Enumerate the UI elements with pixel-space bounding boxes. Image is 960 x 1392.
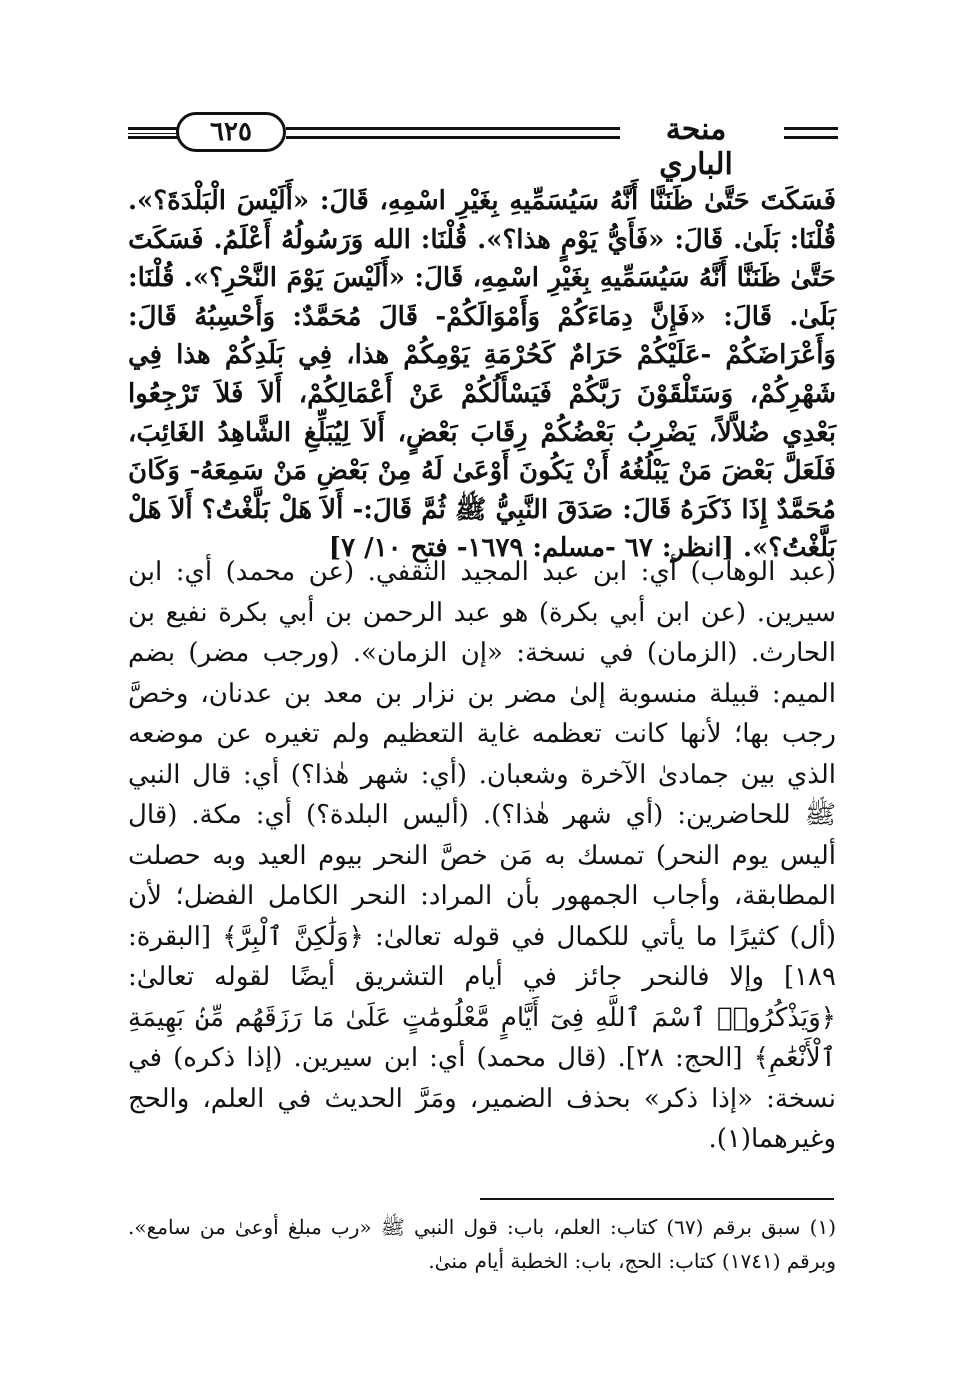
book-title: منحة الباري [659, 112, 733, 182]
commentary-text-block [128, 552, 836, 1160]
footnotes-block [128, 1210, 836, 1278]
running-header [128, 108, 838, 182]
hadith-text-block [128, 182, 836, 568]
header-rule-right [784, 127, 838, 139]
footnote-1: (١) سبق برقم (٦٧) كتاب: العلم، باب: قول النبي ﷺ «رب مبلغ أوعىٰ من سامع». وبرقم (١٧٤١) كتاب: الحج، باب: الخطبة أيام منىٰ. [128, 1215, 836, 1273]
page-number-badge [176, 112, 286, 152]
commentary-paragraph: (عبد الوهاب) أي: ابن عبد المجيد الثقفي. (عن محمد) أي: ابن سيرين. (عن ابن أبي بكرة) هو عبد الرحمن بن أبي بكرة نفيع بن الحارث. (الزمان) في نسخة: «إن الزمان». (ورجب مضر) بضم الميم: قبيلة منسوبة إلىٰ مضر بن نزار بن معد بن عدنان، وخصَّ رجب بها؛ لأنها كانت تعظمه غاية التعظيم ولم تغيره عن موضعه الذي بين جمادىٰ الآخرة وشعبان. (أي: شهر هٰذا؟) أي: قال النبي ﷺ للحاضرين: (أي شهر هٰذا؟). (أليس البلدة؟) أي: مكة. (قال أليس يوم النحر) تمسك به مَن خصَّ النحر بيوم العيد وبه حصلت المطابقة، وأجاب الجمهور بأن المراد: النحر الكامل الفضل؛ لأن (أل) كثيرًا ما يأتي للكمال في قوله تعالىٰ: ﴿وَلَٰكِنَّ ٱلْبِرَّ﴾ [البقرة: ١٨٩] وإلا فالنحر جائز في أيام التشريق أيضًا لقوله تعالىٰ: ﴿وَيَذْكُرُوا۟ ٱسْمَ ٱللَّهِ فِىٓ أَيَّامٍ مَّعْلُومَٰتٍ عَلَىٰ مَا رَزَقَهُم مِّنۢ بَهِيمَةِ ٱلْأَنْعَٰمِ﴾ [الحج: ٢٨]. (قال محمد) أي: ابن سيرين. (إذا ذكره) في نسخة: «إذا ذكر» بحذف الضمير، ومَرَّ الحديث في العلم، والحج وغيرهما(١). [128, 557, 836, 1154]
page-number: ٦٢٥ [210, 117, 252, 147]
footnote-separator [480, 1198, 834, 1200]
hadith-paragraph: فَسَكَتَ حَتَّىٰ ظَنَنَّا أَنَّهُ سَيُسَمِّيهِ بِغَيْرِ اسْمِهِ، قَالَ: «أَلَيْسَ الْبَلْدَةَ؟». قُلْنَا: بَلَىٰ. قَالَ: «فَأَيُّ يَوْمٍ هذا؟». قُلْنَا: الله وَرَسُولُهُ أَعْلَمُ. فَسَكَتَ حَتَّىٰ ظَنَنَّا أَنَّهُ سَيُسَمِّيهِ بِغَيْرِ اسْمِهِ، قَالَ: «أَلَيْسَ يَوْمَ النَّحْرِ؟». قُلْنَا: بَلَىٰ. قَالَ: «فَإِنَّ دِمَاءَكُمْ وَأَمْوَالَكُمْ- قَالَ مُحَمَّدٌ: وَأَحْسِبُهُ قَالَ: وَأَعْرَاضَكُمْ -عَلَيْكُمْ حَرَامٌ كَحُرْمَةِ يَوْمِكُمْ هذا، فِي بَلَدِكُمْ هذا فِي شَهْرِكُمْ، وَسَتَلْقَوْنَ رَبَّكُمْ فَيَسْأَلُكُمْ عَنْ أَعْمَالِكُمْ، أَلاَ فَلاَ تَرْجِعُوا بَعْدِي ضُلاَّلاً، يَضْرِبُ بَعْضُكُمْ رِقَابَ بَعْضٍ، أَلاَ لِيُبَلِّغِ الشَّاهِدُ الغَائِبَ، فَلَعَلَّ بَعْضَ مَنْ يَبْلُغُهُ أَنْ يَكُونَ أَوْعَىٰ لَهُ مِنْ بَعْضِ مَنْ سَمِعَهُ- وَكَانَ مُحَمَّدٌ إِذَا ذَكَرَهُ قَالَ: صَدَقَ النَّبِيُّ ﷺ ثُمَّ قَالَ:- أَلاَ هَلْ بَلَّغْتُ؟ أَلاَ هَلْ بَلَّغْتُ؟». [انظر: ٦٧ -مسلم: ١٦٧٩- فتح ١٠/ ٧] [128, 186, 836, 564]
header-rule-middle [286, 127, 620, 139]
